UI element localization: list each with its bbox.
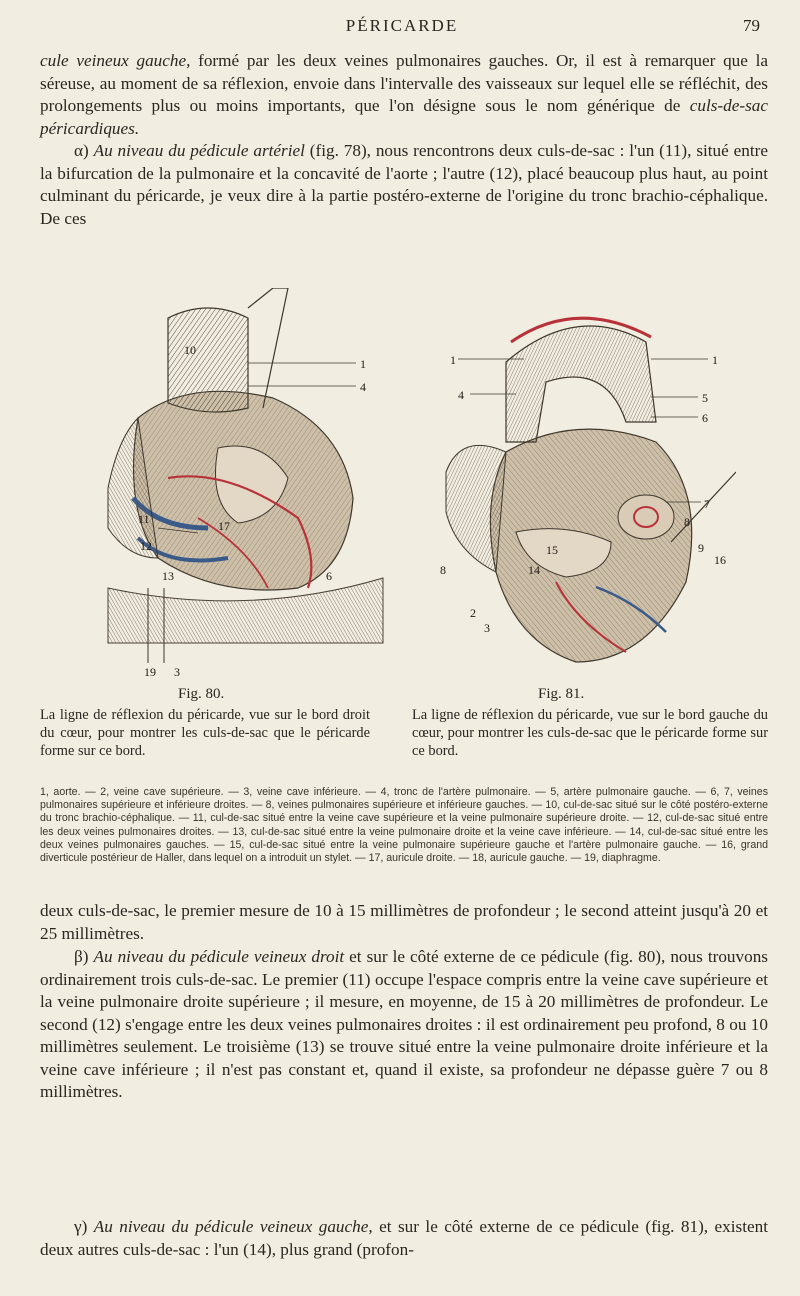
label-2: 2 [470, 606, 476, 620]
paragraph-beta [40, 946, 768, 1104]
paragraph-alpha [40, 140, 768, 230]
label-1: 1 [360, 357, 366, 371]
label-4: 4 [458, 388, 464, 402]
figure-80-label: Fig. 80. [178, 686, 225, 702]
aorta-shape [168, 308, 248, 412]
figure-legend: 1, aorte. — 2, veine cave supérieure. — 3, veine cave inférieure. — 4, tronc de l'artère pulmonaire. — 5, artère pulmonaire gauche. — 6, 7, veines pulmonaires supérieure et inférieure droites. — 8, veines pulmonaires supérieure et inférieure gauches. — 10, cul-de-sac situé sur le côté postéro-externe du tronc brachio-céphalique. — 11, cul-de-sac situé entre la veine cave supérieure et la veine pulmonaire supérieure droite. — 12, cul-de-sac situé entre les deux veines pulmonaires droites. — 13, cul-de-sac situé entre la veine pulmonaire droite et la veine cave inférieure. — 14, cul-de-sac situé entre les deux veines pulmonaires gauches. — 15, cul-de-sac situé entre la veine pulmonaire supérieure gauche et l'artère pulmonaire gauche. — 16, grand diverticule postérieur de Haller, dans lequel on a introduit un stylet. — 17, auricule droite. — 18, auricule gauche. — 19, diaphragme. [40, 786, 768, 865]
emphasis: cule veineux gauche, [40, 51, 191, 70]
aortic-arch-shape [506, 326, 656, 442]
label-6: 6 [326, 569, 332, 583]
label-3: 3 [174, 665, 180, 678]
list-marker: β) [74, 947, 94, 966]
list-marker: α) [74, 141, 94, 160]
paragraph-text: et sur le côté externe de ce pédicule (fig. 80), nous trouvons ordinairement trois culs-de-sac. Le premier (11) occupe l'espace compris entre la veine cave supérieure et la veine pulmonaire droite supérieure ; il mesure, en moyenne, de 15 à 20 millimètres de profondeur. Le second (12) s'engage entre les deux veines pulmonaires droites : il est ordinairement peu profond, 8 ou 10 millimètres seulement. Le troisième (13) se trouve situé entre la veine pulmonaire droite inférieure et la veine cave inférieure ; il n'est pas constant et, quand il existe, sa profondeur ne dépasse guère 7 ou 8 millimètres. [40, 947, 768, 1101]
label-8-left: 8 [440, 563, 446, 577]
label-3: 3 [484, 621, 490, 635]
page-number: 79 [743, 16, 760, 35]
label-10: 10 [184, 343, 196, 357]
label-6: 6 [702, 411, 708, 425]
label-16: 16 [714, 553, 726, 567]
list-marker: γ) [74, 1217, 94, 1236]
label-11: 11 [138, 512, 150, 526]
label-1-right: 1 [712, 353, 718, 367]
label-4: 4 [360, 380, 366, 394]
label-5: 5 [702, 391, 708, 405]
running-title: PÉRICARDE [345, 16, 459, 35]
paragraph-gamma [40, 1216, 768, 1261]
label-15: 15 [546, 543, 558, 557]
figure-80-illustration [98, 288, 388, 678]
paragraph-depths: deux culs-de-sac, le premier mesure de 10 à 15 millimètres de profondeur ; le second atteint jusqu'à 20 et 25 millimètres. [40, 901, 768, 943]
paragraph-text: (fig. 78), nous rencontrons deux culs-de-sac : l'un (11), situé entre la bifurcation de la pulmonaire et la concavité de l'aorte ; l'autre (12), placé beaucoup plus haut, au point culminant du péricarde, je veux dire à la partie postéro-externe de l'origine du tronc brachio-céphalique. De ces [40, 141, 768, 228]
label-7: 7 [704, 497, 710, 511]
figure-81 [436, 302, 736, 682]
figure-81-illustration [436, 302, 736, 682]
figure-80 [98, 288, 388, 678]
emphasis: Au niveau du pédicule artériel [93, 141, 305, 160]
emphasis: Au niveau du pédicule veineux droit [93, 947, 345, 966]
stylet-line [248, 288, 288, 408]
label-8-right: 8 [684, 515, 690, 529]
label-19: 19 [144, 665, 156, 678]
paragraph-text: et sur le côté externe de ce pédicule (fig. 81), existent deux autres culs-de-sac : l'un (14), plus grand (profon- [40, 1217, 768, 1259]
figure-80-caption: La ligne de réflexion du péricarde, vue sur le bord droit du cœur, pour montrer les culs-de-sac que le péricarde forme sur ce bord. [40, 707, 370, 759]
figure-81-caption: La ligne de réflexion du péricarde, vue sur le bord gauche du cœur, pour montrer les culs-de-sac que le péricarde forme sur ce bord. [412, 707, 768, 759]
emphasis: Au niveau du pédicule veineux gauche, [93, 1217, 373, 1236]
label-9: 9 [698, 541, 704, 555]
label-12: 12 [140, 539, 152, 553]
emphasis: culs-de-sac péricardiques. [40, 96, 768, 138]
vessel-section [618, 495, 674, 539]
label-17: 17 [218, 519, 230, 533]
label-1-left: 1 [450, 353, 456, 367]
paragraph-continuation [40, 50, 768, 140]
label-13: 13 [162, 569, 174, 583]
paragraph-text: formé par les deux veines pulmonaires gauches. Or, il est à remarquer que la séreuse, au moment de sa réflexion, envoie dans l'intervalle des vaisseaux sur lequel elle se réfléchit, des prolongements plus ou moins importants, que l'on désigne sous le nom générique de [40, 51, 768, 115]
figure-81-label: Fig. 81. [538, 686, 585, 702]
running-head [40, 16, 764, 38]
lung-shape [446, 445, 506, 572]
label-14: 14 [528, 563, 540, 577]
